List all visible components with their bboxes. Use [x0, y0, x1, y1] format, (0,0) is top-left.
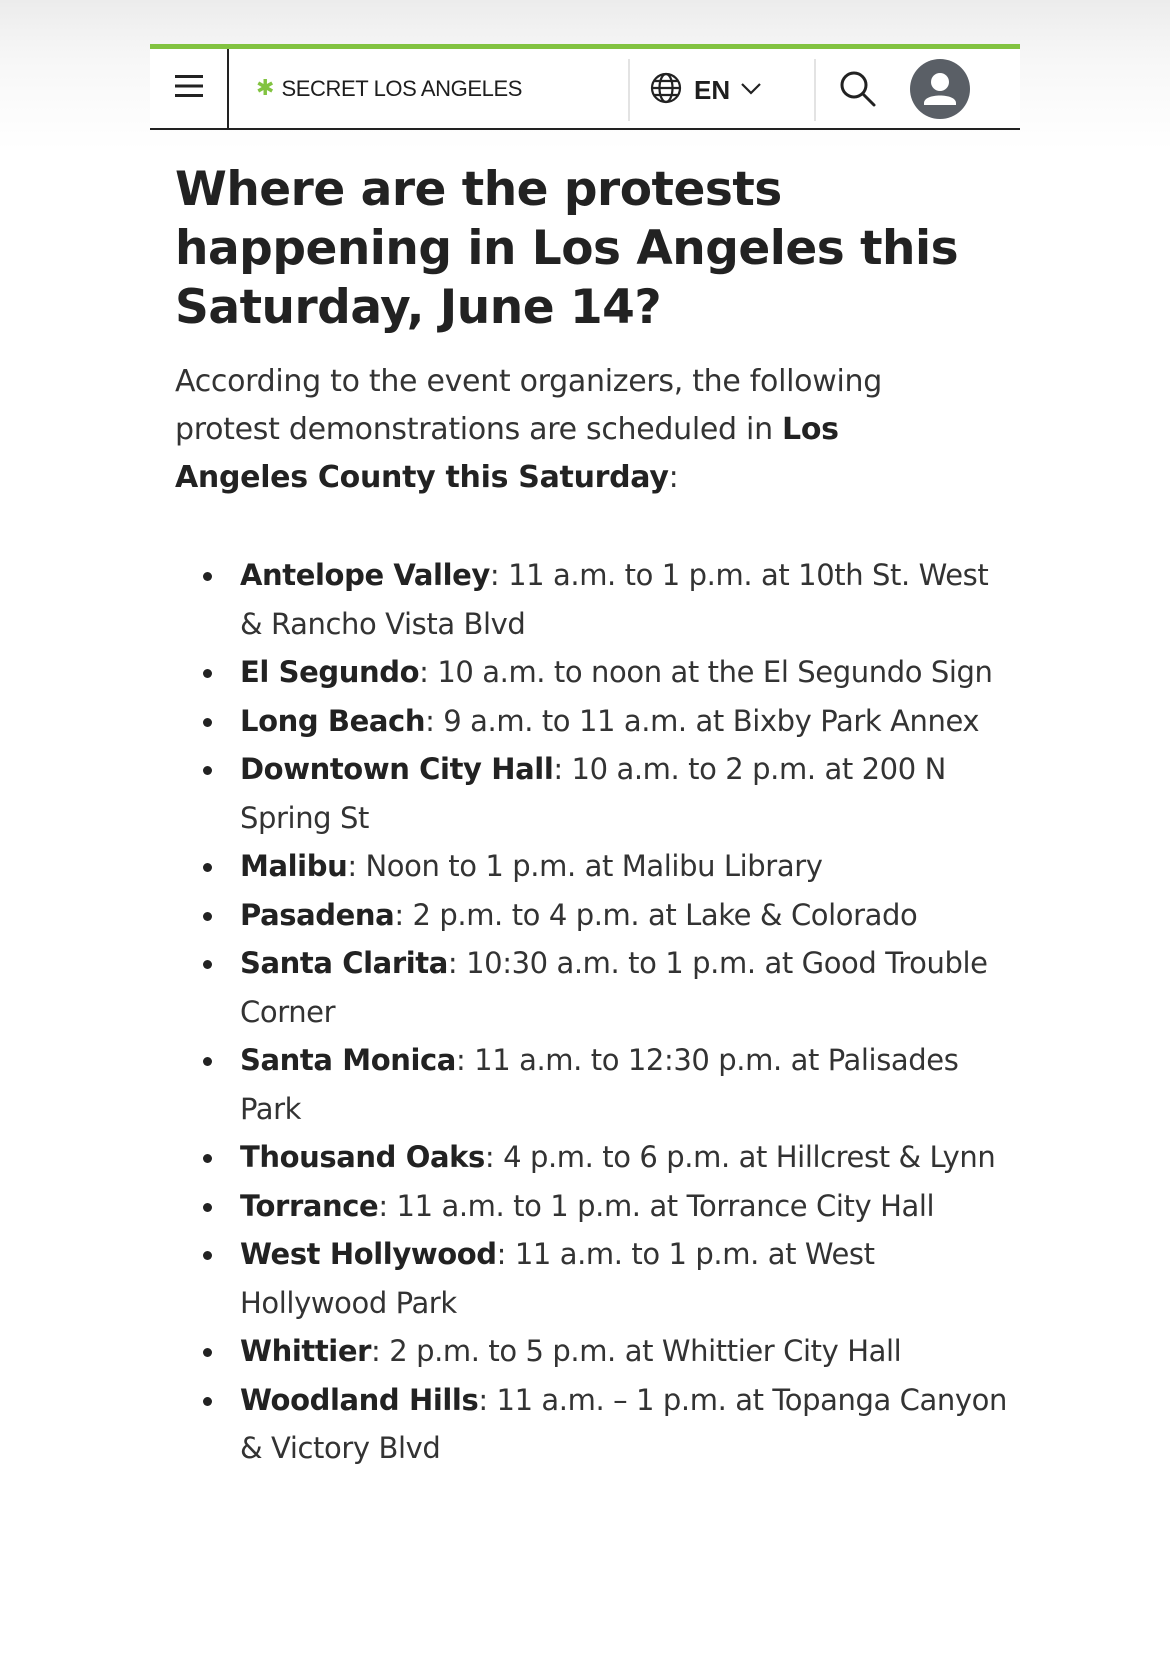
event-location: Santa Monica	[240, 1043, 456, 1077]
chevron-down-icon	[740, 81, 762, 100]
site-logo[interactable]	[256, 74, 522, 104]
event-details: : 11 a.m. – 1 p.m. at Topanga Canyon & Victory Blvd	[240, 1382, 1007, 1465]
bullet-icon	[203, 1154, 212, 1163]
event-details: : 11 a.m. to 1 p.m. at 10th St. West & Rancho Vista Blvd	[240, 558, 989, 641]
search-icon	[838, 94, 878, 113]
event-location: Downtown City Hall	[240, 752, 554, 786]
list-item	[196, 1376, 1016, 1473]
event-details: : 11 a.m. to 1 p.m. at Torrance City Hall	[378, 1188, 935, 1223]
article-title: Where are the protests happening in Los Angeles this Saturday, June 14?	[175, 162, 959, 335]
event-details: : 4 p.m. to 6 p.m. at Hillcrest & Lynn	[484, 1140, 996, 1174]
event-details: : 2 p.m. to 5 p.m. at Whittier City Hall	[371, 1334, 902, 1368]
event-details: : 11 a.m. to 1 p.m. at West Hollywood Park	[240, 1237, 875, 1320]
event-details: : 11 a.m. to 12:30 p.m. at Palisades Park	[240, 1043, 959, 1126]
event-location: Whittier	[240, 1334, 372, 1368]
event-location: Malibu	[240, 849, 348, 883]
bullet-icon	[203, 669, 212, 678]
event-location: Thousand Oaks	[240, 1140, 485, 1174]
bullet-icon	[203, 1251, 212, 1260]
intro-text: According to the event organizers, the following protest demonstrations are scheduled in	[175, 364, 882, 447]
list-item	[196, 842, 1016, 891]
list-item	[196, 697, 1016, 746]
language-selector[interactable]	[650, 73, 762, 107]
event-location: Woodland Hills	[240, 1382, 479, 1417]
language-label: EN	[694, 74, 731, 105]
protest-event-list	[196, 551, 1016, 1473]
event-details: : 10 a.m. to noon at the El Segundo Sign	[419, 655, 993, 689]
list-item	[196, 1036, 1016, 1133]
asterisk-logo-icon: ✱	[256, 76, 275, 101]
list-item	[196, 1133, 1016, 1182]
bullet-icon	[203, 1348, 212, 1357]
bullet-icon	[203, 1203, 212, 1212]
event-location: El Segundo	[240, 655, 420, 689]
bullet-icon	[203, 912, 212, 921]
list-item	[196, 891, 1016, 940]
event-location: Torrance	[240, 1188, 379, 1223]
user-avatar-icon	[910, 104, 970, 119]
site-header	[150, 44, 1020, 130]
list-item	[196, 648, 1016, 697]
event-details: : 9 a.m. to 11 a.m. at Bixby Park Annex	[425, 703, 980, 738]
event-location: Long Beach	[240, 703, 426, 738]
list-item	[196, 1327, 1016, 1376]
article-intro	[175, 358, 975, 502]
bullet-icon	[203, 863, 212, 872]
event-location: West Hollywood	[240, 1237, 497, 1271]
bullet-icon	[203, 572, 212, 581]
bullet-icon	[203, 1057, 212, 1066]
user-account-button[interactable]	[910, 59, 970, 119]
list-item	[196, 551, 1016, 648]
event-details: : 2 p.m. to 4 p.m. at Lake & Colorado	[394, 897, 918, 932]
event-location: Pasadena	[240, 897, 395, 932]
event-location: Santa Clarita	[240, 946, 448, 980]
bullet-icon	[203, 1397, 212, 1406]
list-item	[196, 1182, 1016, 1231]
bullet-icon	[203, 718, 212, 727]
event-details: : Noon to 1 p.m. at Malibu Library	[347, 849, 823, 883]
list-item	[196, 939, 1016, 1036]
intro-bold-text: Los Angeles County this Saturday	[175, 412, 839, 495]
site-name: SECRET LOS ANGELES	[281, 76, 523, 101]
event-details: : 10:30 a.m. to 1 p.m. at Good Trouble Corner	[240, 946, 988, 1029]
globe-icon	[650, 72, 682, 108]
list-item	[196, 745, 1016, 842]
event-details: : 10 a.m. to 2 p.m. at 200 N Spring St	[240, 752, 946, 835]
intro-end: :	[668, 460, 679, 495]
menu-button[interactable]	[150, 49, 229, 128]
header-divider	[628, 59, 630, 121]
header-divider	[814, 59, 816, 121]
list-item	[196, 1230, 1016, 1327]
bullet-icon	[203, 766, 212, 775]
event-location: Antelope Valley	[240, 558, 490, 592]
bullet-icon	[203, 960, 212, 969]
search-button[interactable]	[838, 69, 878, 109]
